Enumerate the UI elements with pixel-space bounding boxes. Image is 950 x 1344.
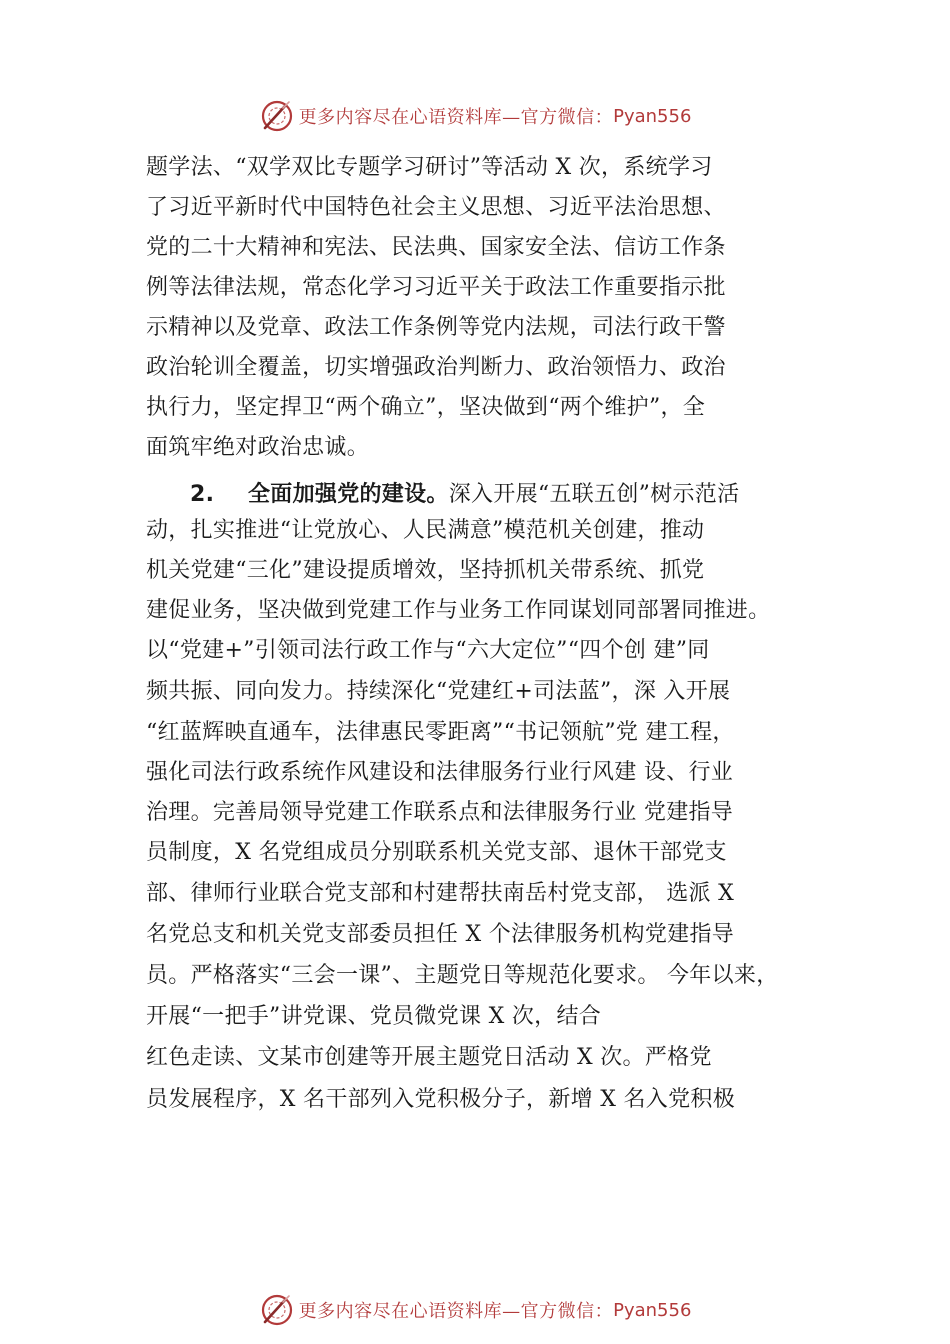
text-line: 红色走读、文某市创建等开展主题党日活动 X 次。严格党	[146, 1045, 712, 1070]
text-line: 员发展程序，X 名干部列入党积极分子，新增 X 名入党积极	[146, 1087, 736, 1112]
watermark-banner-bottom	[0, 1290, 950, 1330]
text-line: 部、律师行业联合党支部和村建帮扶南岳村党支部， 选派 X	[146, 881, 735, 906]
text-line: 名党总支和机关党支部委员担任 X 个法律服务机构党建指导	[146, 922, 735, 947]
text-line: 了习近平新时代中国特色社会主义思想、习近平法治思想、	[146, 195, 726, 220]
text-line: 党的二十大精神和宪法、民法典、国家安全法、信访工作条	[146, 235, 726, 260]
text-line: 动，扎实推进“让党放心、人民满意”模范机关创建，推动	[146, 518, 705, 543]
text-line: 政治轮训全覆盖，切实增强政治判断力、政治领悟力、政治	[146, 355, 726, 380]
text-line: 执行力，坚定捍卫“两个确立”，坚决做到“两个维护”，全	[146, 395, 706, 420]
text-fragment: 深入开展“五联五创”树示范活	[448, 482, 740, 507]
text-line: 面筑牢绝对政治忠诚。	[146, 435, 370, 460]
text-line: “红蓝辉映直通车，法律惠民零距离”“书记领航”党 建工程，	[146, 720, 735, 745]
watermark-text: 更多内容尽在心语资料库—官方微信：	[298, 107, 614, 128]
text-line: 例等法律法规，常态化学习习近平关于政法工作重要指示批	[146, 275, 726, 300]
text-line: 治理。完善局领导党建工作联系点和法律服务行业 党建指导	[146, 800, 734, 825]
section-heading: 全面加强党的建设。	[248, 482, 449, 507]
text-line: 开展“一把手”讲党课、党员微党课 X 次，结合	[146, 1004, 602, 1029]
text-line: 以“党建+”引领司法行政工作与“六大定位”“四个创 建”同	[146, 638, 710, 663]
section-number: 2.	[190, 482, 215, 507]
brush-logo-icon	[259, 98, 295, 134]
section-heading-line	[190, 480, 739, 510]
text-line: 示精神以及党章、政法工作条例等党内法规，司法行政干警	[146, 315, 726, 340]
text-line: 机关党建“三化”建设提质增效，坚持抓机关带系统、抓党	[146, 558, 705, 583]
text-line: 员制度，X 名党组成员分别联系机关党支部、退休干部党支	[146, 840, 727, 865]
text-line: 强化司法行政系统作风建设和法律服务行业行风建 设、行业	[146, 760, 734, 785]
watermark-text: 更多内容尽在心语资料库—官方微信：	[298, 1301, 614, 1322]
text-line: 频共振、同向发力。持续深化“党建红+司法蓝”，深 入开展	[146, 679, 731, 704]
text-line: 题学法、“双学双比专题学习研讨”等活动 X 次，系统学习	[146, 155, 713, 180]
text-line: 建促业务，坚决做到党建工作与业务工作同谋划同部署同推进。	[146, 598, 771, 623]
brush-logo-icon	[259, 1292, 295, 1328]
watermark-id: Pyan556	[613, 1299, 692, 1321]
watermark-id: Pyan556	[613, 105, 692, 127]
text-line: 员。严格落实“三会一课”、主题党日等规范化要求。 今年以来，	[146, 963, 779, 988]
watermark-banner-top	[0, 96, 950, 136]
